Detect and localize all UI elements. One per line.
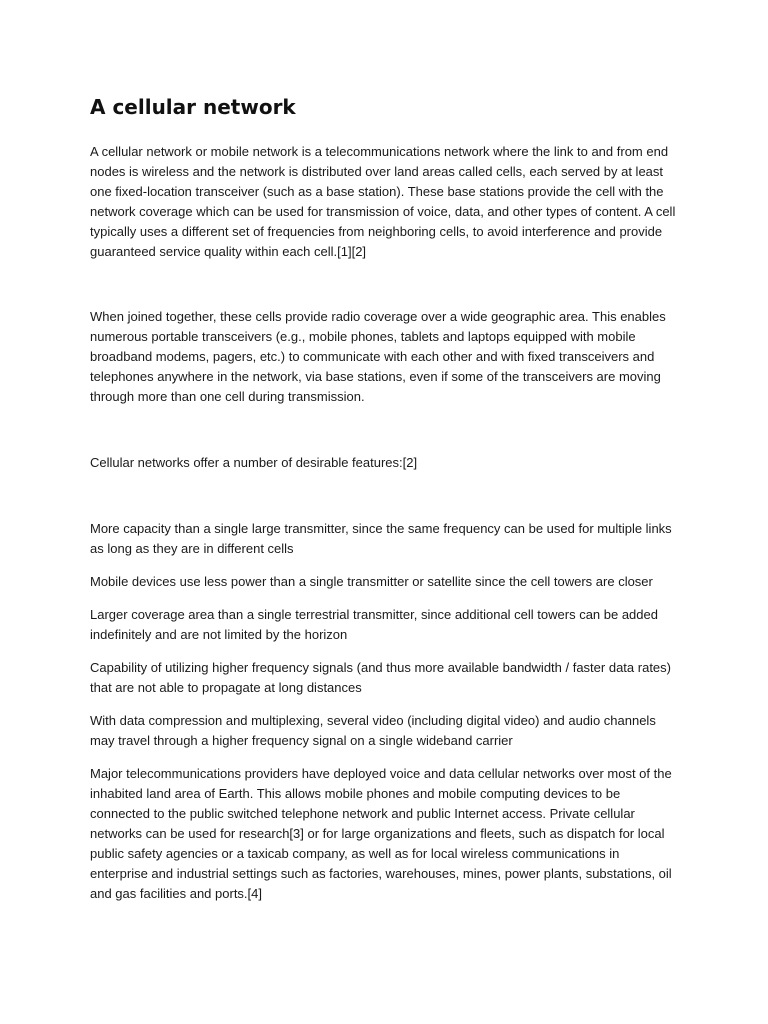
features-lead-paragraph: Cellular networks offer a number of desirable features:[2] [90, 455, 418, 470]
providers-paragraph: Major telecommunications providers have deployed voice and data cellular networks over most of the inhabited land area of Earth. This allows mobile phones and mobile computing devices to be connected to the public switched telephone network and public Internet access. Private cellular networks can be used for research[3] or for large organizations and fleets, such as dispatch for local public safety agencies or a taxicab company, as well as for local wireless communications in enterprise and industrial settings such as factories, warehouses, mines, power plants, substations, oil and gas facilities and ports.[4] [90, 766, 672, 901]
page-title: A cellular network [90, 95, 296, 119]
feature-item: Mobile devices use less power than a single transmitter or satellite since the cell towers are closer [90, 574, 653, 589]
intro-paragraph: A cellular network or mobile network is a telecommunications network where the link to and from end nodes is wireless and the network is distributed over land areas called cells, each served by at least one fixed-location transceiver (such as a base station). These base stations provide the cell with the network coverage which can be used for transmission of voice, data, and other types of content. A cell typically uses a different set of frequencies from neighboring cells, to avoid interference and provide guaranteed service quality within each cell.[1][2] [90, 144, 676, 259]
feature-item: Capability of utilizing higher frequency signals (and thus more available bandwidth / faster data rates) that are not able to propagate at long distances [90, 660, 671, 695]
document-body [90, 92, 680, 904]
feature-item: With data compression and multiplexing, several video (including digital video) and audio channels may travel through a higher frequency signal on a single wideband carrier [90, 713, 656, 748]
feature-item: Larger coverage area than a single terrestrial transmitter, since additional cell towers can be added indefinitely and are not limited by the horizon [90, 607, 658, 642]
feature-item: More capacity than a single large transmitter, since the same frequency can be used for multiple links as long as they are in different cells [90, 521, 672, 556]
coverage-paragraph: When joined together, these cells provide radio coverage over a wide geographic area. This enables numerous portable transceivers (e.g., mobile phones, tablets and laptops equipped with mobile broadband modems, pagers, etc.) to communicate with each other and with fixed transceivers and telephones anywhere in the network, via base stations, even if some of the transceivers are moving through more than one cell during transmission. [90, 309, 666, 404]
